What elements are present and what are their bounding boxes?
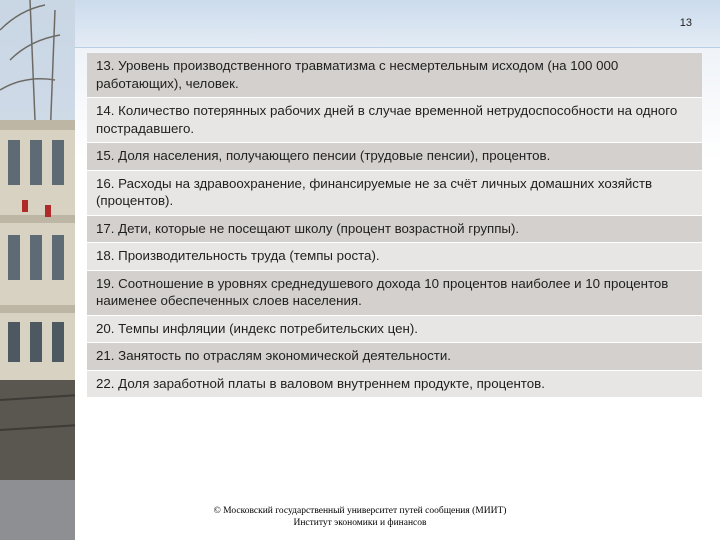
table-row: 22. Доля заработной платы в валовом внутреннем продукте, процентов. bbox=[87, 371, 702, 399]
table-row: 14. Количество потерянных рабочих дней в случае временной нетрудоспособности на одного пострадавшего. bbox=[87, 98, 702, 143]
table-row: 13. Уровень производственного травматизма с несмертельным исходом (на 100 000 работающих), человек. bbox=[87, 53, 702, 98]
footer-institute: Институт экономики и финансов bbox=[293, 518, 427, 528]
footer bbox=[150, 505, 570, 529]
table-row: 15. Доля населения, получающего пенсии (трудовые пенсии), процентов. bbox=[87, 143, 702, 171]
indicators-table bbox=[87, 53, 702, 398]
footer-university: © Московский государственный университет путей сообщения (МИИТ) bbox=[213, 506, 507, 516]
slide-number: 13 bbox=[679, 17, 692, 29]
table-row: 16. Расходы на здравоохранение, финансируемые не за счёт личных домашних хозяйств (процентов). bbox=[87, 171, 702, 216]
header-divider bbox=[75, 47, 720, 48]
table-row: 19. Соотношение в уровнях среднедушевого дохода 10 процентов наиболее и 10 процентов наименее обеспеченных слоев населения. bbox=[87, 271, 702, 316]
header-bar bbox=[75, 0, 720, 48]
table-row: 17. Дети, которые не посещают школу (процент возрастной группы). bbox=[87, 216, 702, 244]
table-row: 21. Занятость по отраслям экономической деятельности. bbox=[87, 343, 702, 371]
table-row: 18. Производительность труда (темпы роста). bbox=[87, 243, 702, 271]
table-row: 20. Темпы инфляции (индекс потребительских цен). bbox=[87, 316, 702, 344]
